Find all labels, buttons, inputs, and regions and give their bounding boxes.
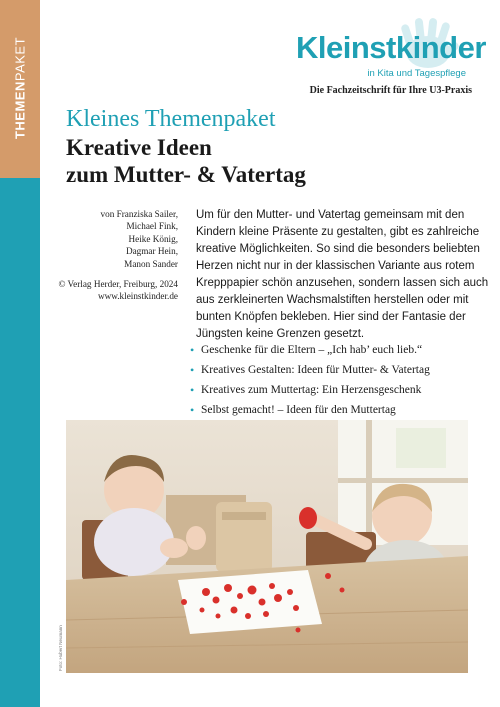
- contents-item[interactable]: [190, 340, 480, 360]
- contents-list: [190, 340, 480, 420]
- magazine-logo: [290, 18, 486, 88]
- author-line: Michael Fink,: [126, 221, 178, 232]
- intro-paragraph: [196, 207, 489, 343]
- author-line: Manon Sander: [124, 258, 178, 269]
- intro-line: Kindern kleine Präsente zu gestalten, gibt es zahlreiche: [196, 226, 480, 238]
- title-line-1: Kreative Ideen: [66, 135, 212, 160]
- series-kicker: Kleines Themenpaket: [66, 106, 276, 132]
- sidebar-stripe: [0, 0, 40, 707]
- bullet-icon: •: [190, 363, 195, 377]
- author-line: Dagmar Hein,: [125, 246, 178, 257]
- intro-line: Um für den Mutter- und Vatertag gemeinsam mit den: [196, 209, 465, 221]
- magazine-tagline: Die Fachzeitschrift für Ihre U3-Praxis: [309, 85, 472, 96]
- contents-item-label: Geschenke für die Eltern – „Ich hab’ euch lieb.“: [201, 344, 423, 356]
- cover-photo: [66, 420, 468, 673]
- author-block: [58, 208, 178, 303]
- contents-item[interactable]: [190, 400, 480, 420]
- logo-subtitle: in Kita und Tagespflege: [367, 68, 466, 79]
- photo-credit: Foto: Hubert Neumann: [58, 625, 63, 671]
- contents-item-label: Kreatives Gestalten: Ideen für Mutter- & Vatertag: [201, 364, 430, 376]
- intro-line: Krepppapier schön anzusehen, sondern lassen sich auch: [196, 277, 489, 289]
- title-line-2: zum Mutter- & Vatertag: [66, 162, 306, 187]
- bullet-icon: •: [190, 403, 195, 417]
- page-title: [66, 134, 466, 188]
- website-link[interactable]: www.kleinstkinder.de: [97, 291, 178, 302]
- intro-line: kreative Möglichkeiten. So sind die besonders beliebten: [196, 243, 480, 255]
- category-label-light: PAKET: [12, 36, 28, 82]
- category-tab: [0, 0, 40, 178]
- contents-item[interactable]: [190, 360, 480, 380]
- category-label: [13, 37, 28, 139]
- intro-line: Herzen nicht nur in der klassischen Variante aus rotem: [196, 260, 475, 272]
- logo-wordmark: Kleinstkinder: [296, 30, 486, 65]
- author-line: von Franziska Sailer,: [100, 209, 178, 219]
- category-label-bold: THEMEN: [12, 81, 28, 140]
- author-line: Heike König,: [128, 233, 178, 244]
- contents-item[interactable]: [190, 380, 480, 400]
- intro-line: aus zerkleinerten Wachsmalstiften herstellen oder mit: [196, 294, 469, 306]
- copyright-note: © Verlag Herder, Freiburg, 2024: [58, 279, 178, 290]
- contents-item-label: Kreatives zum Muttertag: Ein Herzensgeschenk: [201, 384, 422, 396]
- intro-line: bunten Knöpfen bekleben. Hier sind der Fantasie der: [196, 311, 466, 323]
- bullet-icon: •: [190, 343, 195, 357]
- contents-item-label: Selbst gemacht! – Ideen für den Muttertag: [201, 404, 396, 416]
- bullet-icon: •: [190, 383, 195, 397]
- children-crafting-illustration: [66, 420, 468, 673]
- intro-line: Jüngsten keine Grenzen gesetzt.: [196, 328, 365, 340]
